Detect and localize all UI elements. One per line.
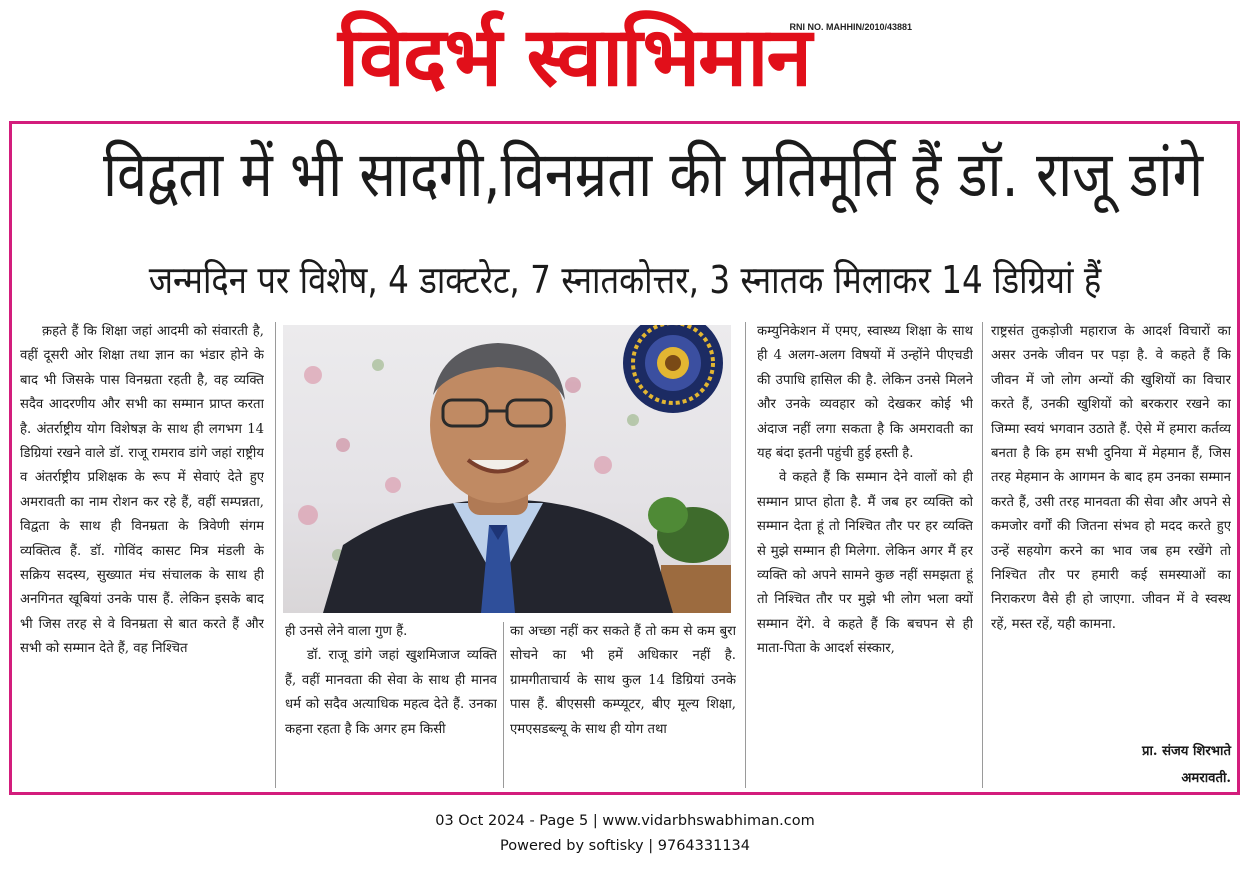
column-divider — [275, 322, 276, 788]
article-column-5 — [991, 320, 1231, 740]
article-paragraph: राष्ट्रसंत तुकड़ोजी महाराज के आदर्श विचारों का असर उनके जीवन पर पड़ा है. वे कहते हैं कि जीवन में जो लोग अन्यों की खुशियों का विचार करते हैं, उनकी खुशियों को बरकरार रखने का जिम्मा स्वयं भगवान उठाते हैं. ऐसे में हमारा कर्तव्य बनता है कि हम सभी दुनिया में मेहमान हैं, जिस तरह मेहमान के आगमन के बाद हम उनका सम्मान करते हैं, उसी तरह मानवता की सेवा और अपने से कमजोर वर्गों की जितना संभव हो मदद करते हुए उन्हें सहयोग करने का भाव जब हम रखेंगे तो निश्चित तौर पर हमारी कई समस्याओं का निराकरण वैसे ही हो जाएगा. जीवन में वे स्वस्थ रहें, मस्त रहें, यही कामना. — [991, 324, 1231, 632]
footer-credits: Powered by softisky | 9764331134 — [499, 838, 750, 854]
portrait-illustration — [283, 325, 731, 613]
masthead — [330, 6, 920, 106]
article-paragraph: वे कहते हैं कि सम्मान देने वालों को ही सम्मान प्राप्त होता है. मैं जब हर व्यक्ति को सम्मान देता हूं तो निश्चित तौर पर हर व्यक्ति से मुझे सम्मान ही मिलेगा. लेकिन अगर मैं हर व्यक्ति को अपने सामने कुछ नहीं समझता हूं तो निश्चित तौर पर मुझे भी लोग भला क्यों सम्मान देंगे. वे कहते हैं कि बचपन से ही माता-पिता के आदर्श संस्कार, — [757, 470, 973, 657]
article-paragraph: ही उनसे लेने वाला गुण हैं. — [285, 624, 408, 639]
article-column-4 — [757, 320, 973, 788]
author-name: प्रा. संजय शिरभाते — [1141, 744, 1231, 759]
article-paragraph: का अच्छा नहीं कर सकते हैं तो कम से कम बुरा सोचने का भी हमें अधिकार नहीं है. ग्रामगीताचार्य के साथ कुल 14 डिग्रियां उनके पास हैं. बीएससी कम्प्यूटर, बीए मूल्य शिक्षा, एमएसडब्ल्यू के साथ ही योग तथा — [510, 624, 736, 737]
article-subheadline: जन्मदिन पर विशेष, 4 डाक्टरेट, 7 स्नातकोत्तर, 3 स्नातक मिलाकर 14 डिग्रियां हैं — [148, 258, 1102, 302]
rni-number: RNI NO. MAHHIN/2010/43881 — [789, 22, 912, 32]
author-place: अमरावती. — [1181, 771, 1231, 786]
article-column-3 — [510, 620, 736, 788]
article-paragraph: कम्युनिकेशन में एमए, स्वास्थ्य शिक्षा के साथ ही 4 अलग-अलग विषयों में उन्होंने पीएचडी की उपाधि हासिल की है. लेकिन उनसे मिलने और उनके व्यवहार को देखकर कोई भी अंदाज नहीं लगा सकता है कि अमरावती का यह बंदा इतनी पहुंची हुई हस्ती है. — [757, 324, 973, 462]
article-paragraph: डॉ. राजू डांगे जहां खुशमिजाज व्यक्ति हैं, वहीं मानवता की सेवा के साथ ही मानव धर्म को सदैव अत्याधिक महत्व देते हैं. उनका कहना रहता है कि अगर हम किसी — [285, 648, 497, 737]
column-divider — [503, 622, 504, 788]
article-headline: विद्वता में भी सादगी,विनम्रता की प्रतिमूर्ति हैं डॉ. राजू डांगे — [102, 138, 1204, 211]
article-column-1 — [20, 320, 264, 788]
article-paragraph: क़हते हैं कि शिक्षा जहां आदमी को संवारती है, वहीं दूसरी ओर शिक्षा तथा ज्ञान का भंडार होने के बाद भी जिसके पास विनम्रता रहती है, वह व्यक्ति सदैव आदरणीय और सभी का सम्मान प्राप्त करता है. अंतर्राष्ट्रीय योग विशेषज्ञ के साथ ही लगभग 14 डिग्रियां रखने वाले डॉ. राजू रामराव डांगे जहां राष्ट्रीय व अंतर्राष्ट्रीय प्रशिक्षक के रूप में सेवाएं देते हुए अमरावती का नाम रोशन कर रहे हैं, वहीं सम्पन्नता, विद्वता के साथ ही विनम्रता के त्रिवेणी संगम व्यक्तित्व हैं. डॉ. गोविंद कासट मित्र मंडली के सक्रिय सदस्य, सुख्यात मंच संचालक के साथ ही अनगिनत खूबियां उनके पास हैं. लेकिन इसके बाद भी जिस तरह से वे विनम्रता से बात करते हैं और सभी को सम्मान देते हैं, वह निश्चित — [20, 324, 264, 657]
footer-page-info: 03 Oct 2024 - Page 5 | www.vidarbhswabhiman.com — [435, 813, 815, 829]
newspaper-logo: विदर्भ स्वाभिमान — [338, 10, 810, 105]
portrait-photo — [283, 325, 731, 613]
column-divider — [745, 322, 746, 788]
article-column-2 — [285, 620, 497, 788]
column-divider — [982, 322, 983, 788]
